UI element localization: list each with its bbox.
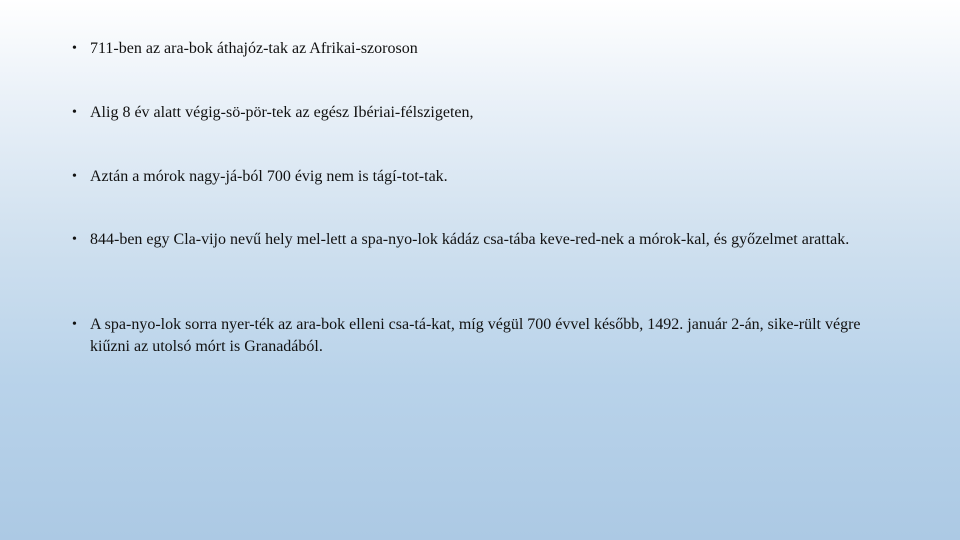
bullet-item <box>72 38 892 60</box>
bullet-text: 711-ben az ara-bok áthajóz-tak az Afrikai-szoroson <box>90 40 418 57</box>
bullet-text: 844-ben egy Cla-vijo nevű hely mel-lett a spa-nyo-lok kádáz csa-tába keve-red-nek a mórok-kal, és győzelmet arattak. <box>90 231 850 248</box>
bullet-item <box>72 229 892 251</box>
bullet-item <box>72 314 892 358</box>
bullet-item <box>72 102 892 124</box>
bullet-marker: • <box>72 317 77 332</box>
bullet-marker: • <box>72 232 77 247</box>
bullet-text: Aztán a mórok nagy-já-ból 700 évig nem is tágí-tot-tak. <box>90 168 448 185</box>
bullet-text: A spa-nyo-lok sorra nyer-ték az ara-bok elleni csa-tá-kat, míg végül 700 évvel később, 1492. január 2-án, sike-rült végre kiűzni az utolsó mórt is Granadából. <box>90 316 865 355</box>
bullet-item <box>72 166 892 188</box>
bullet-marker: • <box>72 169 77 184</box>
bullet-marker: • <box>72 41 77 56</box>
bullet-marker: • <box>72 105 77 120</box>
bullet-text: Alig 8 év alatt végig-sö-pör-tek az egész Ibériai-félszigeten, <box>90 104 474 121</box>
